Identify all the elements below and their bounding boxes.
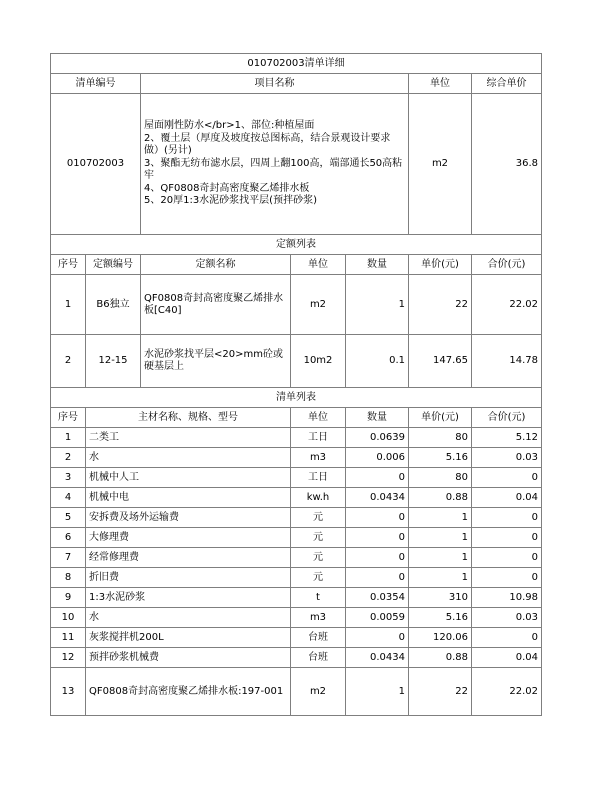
material-unit: m3: [291, 448, 346, 468]
materials-header-qty: 数量: [346, 408, 409, 428]
material-seq: 8: [51, 568, 86, 588]
material-seq: 6: [51, 528, 86, 548]
material-unit: 工日: [291, 468, 346, 488]
material-total: 0: [472, 508, 542, 528]
material-seq: 5: [51, 508, 86, 528]
quota-seq: 2: [51, 335, 86, 388]
material-qty: 0.0434: [346, 648, 409, 668]
quota-header-price: 单价(元): [409, 255, 472, 275]
material-seq: 13: [51, 668, 86, 716]
material-seq: 4: [51, 488, 86, 508]
quota-unit: m2: [291, 275, 346, 335]
quota-total: 22.02: [472, 275, 542, 335]
material-unit: m3: [291, 608, 346, 628]
quota-name: QF0808奇封高密度聚乙烯排水板[C40]: [141, 275, 291, 335]
item-code: 010702003: [51, 94, 141, 235]
material-total: 0: [472, 628, 542, 648]
material-price: 1: [409, 548, 472, 568]
material-name: 机械中电: [86, 488, 291, 508]
material-seq: 11: [51, 628, 86, 648]
material-name: 安拆费及场外运输费: [86, 508, 291, 528]
material-price: 1: [409, 568, 472, 588]
material-row: [51, 448, 542, 468]
materials-header-seq: 序号: [51, 408, 86, 428]
material-row: [51, 428, 542, 448]
table-title-row: [51, 54, 542, 74]
materials-header-price: 单价(元): [409, 408, 472, 428]
material-seq: 7: [51, 548, 86, 568]
material-row: [51, 668, 542, 716]
material-qty: 0: [346, 528, 409, 548]
material-name: 灰浆搅拌机200L: [86, 628, 291, 648]
material-qty: 0.0639: [346, 428, 409, 448]
material-total: 0: [472, 468, 542, 488]
material-unit: t: [291, 588, 346, 608]
material-price: 0.88: [409, 648, 472, 668]
material-price: 1: [409, 528, 472, 548]
material-total: 0.04: [472, 648, 542, 668]
material-price: 0.88: [409, 488, 472, 508]
material-qty: 0.0434: [346, 488, 409, 508]
material-qty: 0: [346, 568, 409, 588]
material-name: 折旧费: [86, 568, 291, 588]
material-unit: 元: [291, 528, 346, 548]
bill-item-row: [51, 94, 542, 235]
material-qty: 0: [346, 628, 409, 648]
material-total: 0: [472, 528, 542, 548]
material-unit: m2: [291, 668, 346, 716]
material-qty: 0: [346, 468, 409, 488]
material-seq: 3: [51, 468, 86, 488]
material-row: [51, 548, 542, 568]
header-code: 清单编号: [51, 74, 141, 94]
material-name: 预拌砂浆机械费: [86, 648, 291, 668]
material-total: 10.98: [472, 588, 542, 608]
material-unit: 工日: [291, 428, 346, 448]
material-price: 1: [409, 508, 472, 528]
material-total: 0.04: [472, 488, 542, 508]
quota-section-row: [51, 235, 542, 255]
quota-code: 12-15: [86, 335, 141, 388]
material-total: 0.03: [472, 448, 542, 468]
material-total: 0.03: [472, 608, 542, 628]
material-unit: kw.h: [291, 488, 346, 508]
material-qty: 0.006: [346, 448, 409, 468]
material-price: 120.06: [409, 628, 472, 648]
quota-total: 14.78: [472, 335, 542, 388]
quota-header-seq: 序号: [51, 255, 86, 275]
material-price: 5.16: [409, 608, 472, 628]
materials-header-total: 合价(元): [472, 408, 542, 428]
quota-header-qty: 数量: [346, 255, 409, 275]
material-price: 22: [409, 668, 472, 716]
material-row: [51, 648, 542, 668]
material-row: [51, 508, 542, 528]
material-unit: 元: [291, 508, 346, 528]
material-unit: 台班: [291, 628, 346, 648]
material-row: [51, 608, 542, 628]
material-name: 1:3水泥砂浆: [86, 588, 291, 608]
quota-row: [51, 335, 542, 388]
quota-header-name: 定额名称: [141, 255, 291, 275]
materials-section-row: [51, 388, 542, 408]
material-qty: 0.0354: [346, 588, 409, 608]
header-unit: 单位: [409, 74, 472, 94]
quota-header-code: 定额编号: [86, 255, 141, 275]
material-qty: 0: [346, 508, 409, 528]
quota-section-title: 定额列表: [51, 235, 542, 255]
material-unit: 元: [291, 548, 346, 568]
material-unit: 台班: [291, 648, 346, 668]
materials-section-title: 清单列表: [51, 388, 542, 408]
material-total: 0: [472, 548, 542, 568]
material-seq: 1: [51, 428, 86, 448]
material-row: [51, 468, 542, 488]
material-row: [51, 628, 542, 648]
material-name: 水: [86, 608, 291, 628]
material-total: 0: [472, 568, 542, 588]
material-seq: 10: [51, 608, 86, 628]
quota-header-unit: 单位: [291, 255, 346, 275]
material-price: 5.16: [409, 448, 472, 468]
materials-header-unit: 单位: [291, 408, 346, 428]
material-name: 大修理费: [86, 528, 291, 548]
item-unit: m2: [409, 94, 472, 235]
quota-header-total: 合价(元): [472, 255, 542, 275]
material-total: 22.02: [472, 668, 542, 716]
material-name: 经常修理费: [86, 548, 291, 568]
quota-price: 147.65: [409, 335, 472, 388]
material-unit: 元: [291, 568, 346, 588]
table-title: 010702003清单详细: [51, 54, 542, 74]
material-row: [51, 568, 542, 588]
material-name: 水: [86, 448, 291, 468]
material-row: [51, 488, 542, 508]
materials-header-name: 主材名称、规格、型号: [86, 408, 291, 428]
quota-qty: 1: [346, 275, 409, 335]
bill-header-row: [51, 74, 542, 94]
item-price: 36.8: [472, 94, 542, 235]
material-price: 80: [409, 468, 472, 488]
material-qty: 0: [346, 548, 409, 568]
bill-detail-table: [50, 53, 542, 716]
material-name: QF0808奇封高密度聚乙烯排水板:197-001: [86, 668, 291, 716]
material-name: 二类工: [86, 428, 291, 448]
quota-unit: 10m2: [291, 335, 346, 388]
quota-code: B6独立: [86, 275, 141, 335]
quota-qty: 0.1: [346, 335, 409, 388]
quota-seq: 1: [51, 275, 86, 335]
material-seq: 2: [51, 448, 86, 468]
material-seq: 12: [51, 648, 86, 668]
header-name: 项目名称: [141, 74, 409, 94]
material-row: [51, 528, 542, 548]
quota-row: [51, 275, 542, 335]
material-qty: 1: [346, 668, 409, 716]
material-seq: 9: [51, 588, 86, 608]
quota-header-row: [51, 255, 542, 275]
header-price: 综合单价: [472, 74, 542, 94]
material-qty: 0.0059: [346, 608, 409, 628]
material-name: 机械中人工: [86, 468, 291, 488]
material-row: [51, 588, 542, 608]
material-price: 80: [409, 428, 472, 448]
material-price: 310: [409, 588, 472, 608]
quota-price: 22: [409, 275, 472, 335]
quota-name: 水泥砂浆找平层<20>mm砼或硬基层上: [141, 335, 291, 388]
materials-header-row: [51, 408, 542, 428]
material-total: 5.12: [472, 428, 542, 448]
item-description: 屋面刚性防水</br>1、部位:种植屋面 2、覆土层（厚度及坡度按总图标高，结合景观设计要求做）(另计) 3、聚酯无纺布滤水层，四周上翻100高，端部通长50高粘牢 4、QF0808奇封高密度聚乙烯排水板 5、20厚1:3水泥砂浆找平层(预拌砂浆): [141, 94, 409, 235]
